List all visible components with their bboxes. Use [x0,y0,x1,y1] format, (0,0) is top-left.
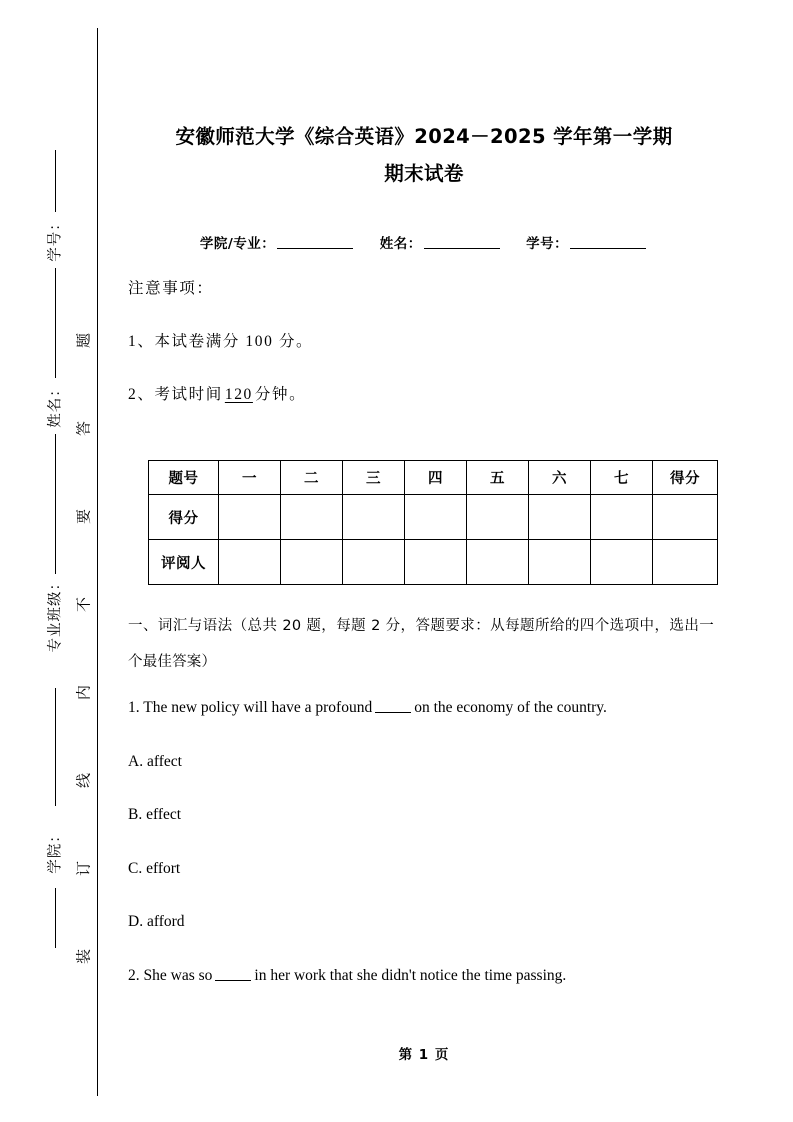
binding-field-class: 专业班级： [47,575,64,653]
notice-item-2-prefix: 2、考试时间 [128,386,223,403]
question-stem-2-after: in her work that she didn't notice the time passing. [254,966,567,984]
student-id-label: 学号： [526,236,569,252]
score-cell[interactable] [529,495,591,540]
field-rule-segment [55,434,56,574]
section-heading-1: 一、词汇与语法（总共 20 题，每题 2 分，答题要求：从每题所给的四个选项中，选出一个最佳答案） [128,618,714,670]
question-stem-1-before: 1. The new policy will have a profound [128,699,373,716]
notice-item-2-suffix: 分钟。 [254,386,307,403]
score-cell[interactable] [591,495,653,540]
seal-char: 线 [76,773,93,789]
seal-char: 装 [76,949,93,965]
margin-divider-rule [97,28,98,1096]
field-rule-segment [55,150,56,212]
seal-char: 内 [76,685,93,701]
score-row-label: 评阅人 [149,540,219,585]
name-blank[interactable] [424,235,500,249]
reviewer-cell[interactable] [591,540,653,585]
seal-char: 订 [76,861,93,877]
question-1-blank[interactable] [375,700,411,713]
question-2-blank[interactable] [215,968,251,981]
question-stem-1-after: on the economy of the country. [414,699,607,716]
score-cell[interactable] [653,495,718,540]
page-title-line-2: 期末试卷 [384,162,464,185]
exam-duration-value: 120 [224,386,253,403]
score-cell[interactable] [467,495,529,540]
binding-field-name: 姓名： [47,381,64,428]
name-label: 姓名： [379,236,422,252]
question-stem-2-before: 2. She was so [128,966,213,984]
page-number-footer: 第 1 页 [398,1047,450,1063]
exam-page-body [128,0,720,1122]
field-rule-segment [55,688,56,806]
score-table-header-cell: 三 [343,461,405,495]
reviewer-cell[interactable] [281,540,343,585]
college-major-label: 学院/专业： [199,236,276,252]
field-rule-segment [55,268,56,378]
reviewer-cell[interactable] [653,540,718,585]
reviewer-cell[interactable] [529,540,591,585]
seal-char: 不 [76,597,93,613]
binding-seal-characters [70,330,96,1030]
score-cell[interactable] [281,495,343,540]
student-info-line [128,232,720,252]
reviewer-cell[interactable] [219,540,281,585]
score-table [148,460,718,585]
reviewer-cell[interactable] [343,540,405,585]
score-table-header-cell: 四 [405,461,467,495]
question-1-option-b[interactable]: B. effect [128,806,182,823]
question-1-option-c[interactable]: C. effort [128,859,181,877]
page-title-line-1: 安徽师范大学《综合英语》2024－2025 学年第一学期 [175,125,673,148]
seal-char: 要 [76,509,93,525]
binding-field-student-id: 学号： [47,215,64,262]
notice-block [128,278,720,437]
score-table-header-cell: 五 [467,461,529,495]
score-table-header-cell: 得分 [653,461,718,495]
table-row [149,540,718,585]
page-title [128,118,720,192]
table-row [149,495,718,540]
score-row-label: 得分 [149,495,219,540]
score-table-header-cell: 七 [591,461,653,495]
score-table-header-cell: 一 [219,461,281,495]
reviewer-cell[interactable] [405,540,467,585]
binding-field-college: 学院： [47,827,64,874]
score-table-header-cell: 二 [281,461,343,495]
score-table-header-cell: 六 [529,461,591,495]
notice-heading: 注意事项： [128,280,214,297]
question-1-option-a[interactable]: A. affect [128,752,182,770]
question-1-option-d[interactable]: D. afford [128,913,185,930]
question-list [128,698,720,1019]
score-cell[interactable] [219,495,281,540]
score-table-header-cell: 题号 [149,461,219,495]
college-major-blank[interactable] [277,235,353,249]
seal-char: 题 [76,333,93,349]
student-id-blank[interactable] [570,235,646,249]
notice-item-1: 1、本试卷满分 100 分。 [128,333,314,350]
question-stem-2 [128,966,720,1020]
score-cell[interactable] [343,495,405,540]
question-stem-1 [128,698,720,752]
reviewer-cell[interactable] [467,540,529,585]
score-cell[interactable] [405,495,467,540]
table-row-header [149,461,718,495]
field-rule-segment [55,888,56,948]
seal-char: 答 [76,421,93,437]
notice-item-2 [128,384,720,437]
binding-margin [0,0,100,1122]
